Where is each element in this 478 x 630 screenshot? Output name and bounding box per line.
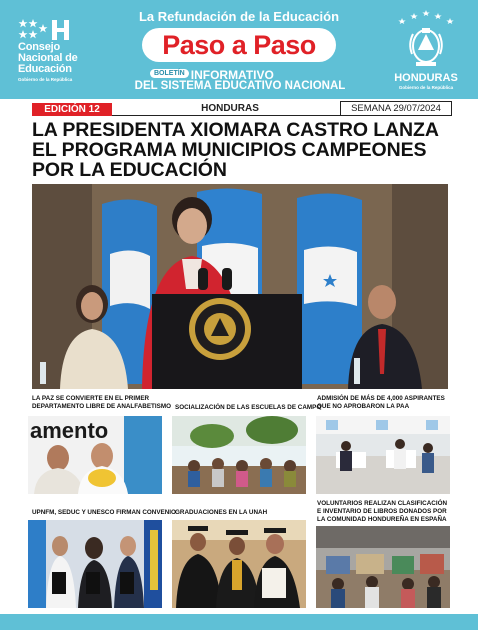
honduras-government-logo [386,10,466,94]
story-title-3: ADMISIÓN DE MÁS DE 4,000 ASPIRANTES QUE NO APROBARON LA PAA [317,395,445,410]
story-photo-2 [172,416,306,494]
story-title-6: VOLUNTARIOS REALIZAN CLASIFICACIÓN E INVENTARIO DE LIBROS DONADOS POR LA COMUNIDAD HONDUREÑA EN ESPAÑA [317,500,448,523]
story-title-4: UPNFM, SEDUC Y UNESCO FIRMAN CONVENIO [32,509,176,516]
org-name: Consejo Nacional de Educación [18,41,78,75]
cne-stars-h-icon [18,18,88,42]
story-photo-3 [316,416,450,494]
coat-of-arms-icon [406,24,446,68]
story-title-5: GRADUACIONES EN LA UNAH [175,509,268,516]
hero-photo [32,184,448,389]
svg-text:amento: amento [30,418,109,443]
subtitle-line-1: BOLETÍN INFORMATIVO [150,66,274,80]
strip-divider [112,115,352,116]
week-date: SEMANA 29/07/2024 [340,101,452,116]
footer-bar [0,614,478,630]
story-photo-6 [316,526,450,608]
story-title-2: SOCIALIZACIÓN DE LAS ESCUELAS DE CAMPO [175,404,322,411]
org-subtitle: Gobierno de la República [18,77,73,82]
newsletter-title: Paso a Paso [142,28,336,62]
country-logo-name: HONDURAS [394,72,458,84]
story-photo-5 [172,520,306,608]
masthead [0,0,478,99]
flag-right [297,193,362,384]
country-logo-subtitle: Gobierno de la República [398,85,454,90]
story-photo-1 [28,416,162,494]
story-photo-4 [28,520,162,608]
boletin-badge: BOLETÍN [150,69,189,78]
hero-photo-illustration [32,184,448,389]
edition-badge: EDICIÓN 12 [32,103,112,116]
main-headline: LA PRESIDENTA XIOMARA CASTRO LANZA EL PROGRAMA MUNICIPIOS CAMPEONES POR LA EDUCACIÓN [32,119,439,181]
supertitle: La Refundación de la Educación [138,9,340,24]
cne-logo [18,18,108,88]
story-title-1: LA PAZ SE CONVIERTE EN EL PRIMER DEPARTAMENTO LIBRE DE ANALFABETISMO [32,395,171,410]
five-stars-icon [397,10,455,24]
subtitle-line-2: DEL SISTEMA EDUCATIVO NACIONAL [134,80,346,92]
strip-country: HONDURAS [201,103,259,114]
